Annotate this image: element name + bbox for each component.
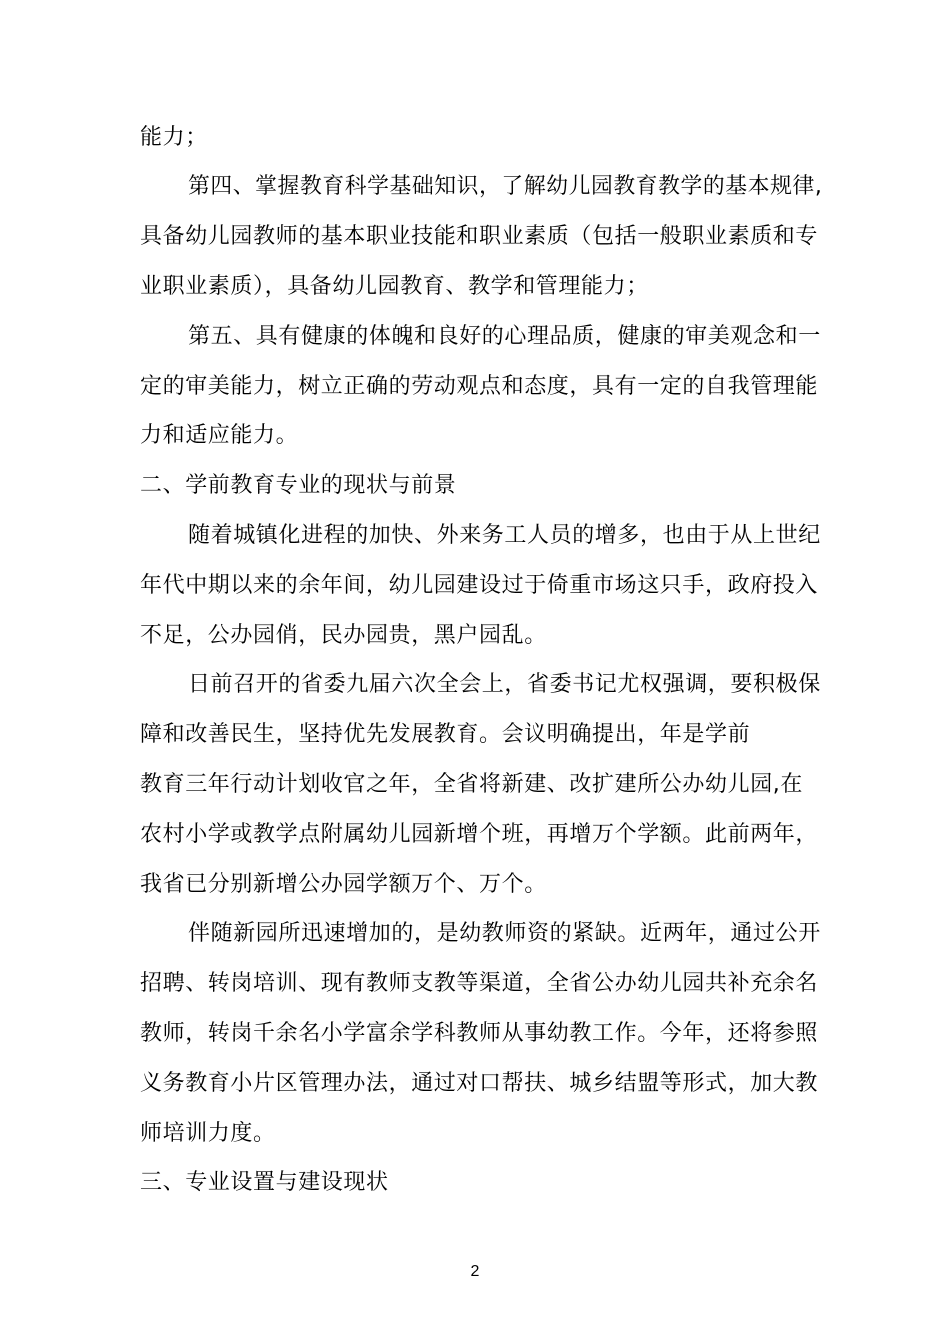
text-line: 业职业素质），具备幼儿园教育、教学和管理能力； bbox=[140, 274, 649, 299]
text-line: 具备幼儿园教师的基本职业技能和职业素质（包括一般职业素质和专 bbox=[140, 224, 819, 249]
paragraph-first-line: 第四、掌握教育科学基础知识，了解幼儿园教育教学的基本规律, bbox=[188, 174, 823, 199]
text-line: 招聘、转岗培训、现有教师支教等渠道，全省公办幼儿园共补充余名 bbox=[140, 971, 819, 996]
paragraph-first-line: 第五、具有健康的体魄和良好的心理品质，健康的审美观念和一 bbox=[188, 324, 821, 349]
text-line: 教师，转岗千余名小学富余学科教师从事幼教工作。今年，还将参照 bbox=[140, 1021, 819, 1046]
text-line: 障和改善民生，坚持优先发展教育。会议明确提出，年是学前 bbox=[140, 722, 751, 747]
paragraph-first-line: 伴随新园所迅速增加的，是幼教师资的紧缺。近两年，通过公开 bbox=[188, 921, 821, 946]
text-line: 农村小学或教学点附属幼儿园新增个班，再增万个学额。此前两年， bbox=[140, 822, 819, 847]
section-heading: 三、专业设置与建设现状 bbox=[140, 1170, 389, 1195]
text-line: 师培训力度。 bbox=[140, 1121, 276, 1146]
paragraph-first-line: 日前召开的省委九届六次全会上，省委书记尤权强调，要积极保 bbox=[188, 672, 821, 697]
text-line: 教育三年行动计划收官之年，全省将新建、改扩建所公办幼儿园,在 bbox=[140, 772, 803, 797]
text-line: 定的审美能力，树立正确的劳动观点和态度，具有一定的自我管理能 bbox=[140, 374, 819, 399]
text-line: 义务教育小片区管理办法，通过对口帮扶、城乡结盟等形式，加大教 bbox=[140, 1071, 819, 1096]
text-line: 年代中期以来的余年间，幼儿园建设过于倚重市场这只手，政府投入 bbox=[140, 573, 819, 598]
text-line: 力和适应能力。 bbox=[140, 423, 299, 448]
section-heading: 二、学前教育专业的现状与前景 bbox=[140, 473, 457, 498]
page-number: 2 bbox=[470, 1263, 480, 1280]
paragraph-first-line: 随着城镇化进程的加快、外来务工人员的增多，也由于从上世纪 bbox=[188, 523, 821, 548]
text-line: 我省已分别新增公办园学额万个、万个。 bbox=[140, 872, 547, 897]
text-line: 不足，公办园俏，民办园贵，黑户园乱。 bbox=[140, 623, 547, 648]
text-line: 能力； bbox=[140, 125, 208, 150]
